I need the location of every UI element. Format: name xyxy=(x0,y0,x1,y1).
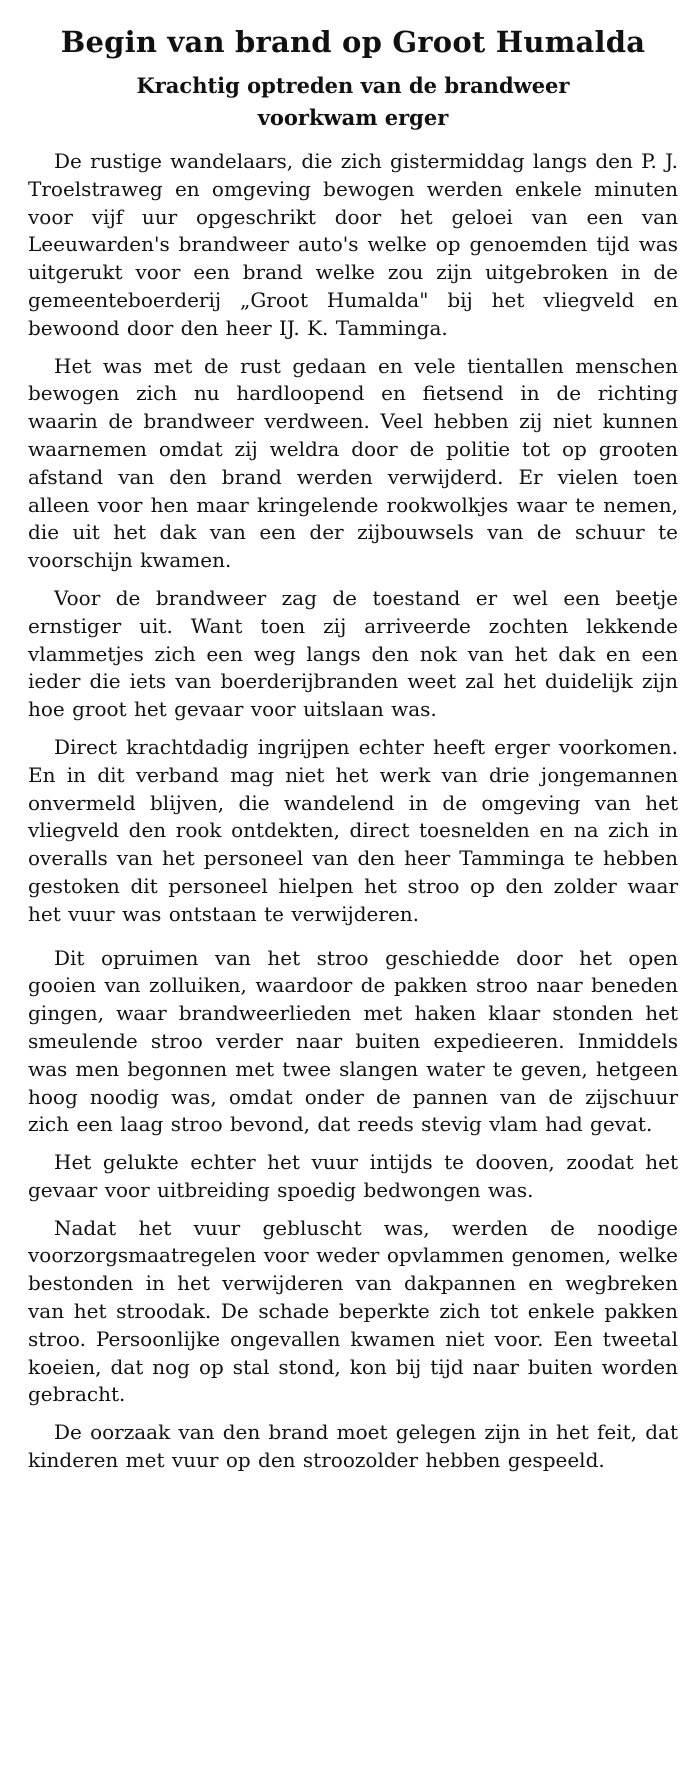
article-paragraph: Dit opruimen van het stroo geschiedde door het open gooien van zolluiken, waardoor de pakken stroo naar beneden gingen, waar brandweerlieden met haken klaar stonden het smeulende stroo verder naar buiten expedieeren. Inmiddels was men begonnen met twee slangen water te geven, hetgeen hoog noodig was, omdat onder de pannen van de zijschuur zich een laag stroo bevond, dat reeds stevig vlam had gevat. xyxy=(28,945,678,1137)
headline: Begin van brand op Groot Humalda xyxy=(60,25,646,59)
subheadline-line-1: Krachtig optreden van de brandweer xyxy=(136,73,570,98)
article-paragraph: De rustige wandelaars, die zich gistermiddag langs den P. J. Troelstraweg en omgeving bewogen werden enkele minuten voor vijf uur opgeschrikt door het geloei van een van Leeuwarden's brandweer auto's welke op genoemden tijd was uitgerukt voor een brand welke zou zijn uitgebroken in de gemeenteboerderij „Groot Humalda" bij het vliegveld en bewoond door den heer IJ. K. Tamminga. xyxy=(28,149,678,340)
article-paragraph: Nadat het vuur gebluscht was, werden de noodige voorzorgsmaatregelen voor weder opvlammen genomen, welke bestonden in het verwijderen van dakpannen en wegbreken van het stroodak. De schade beperkte zich tot enkele pakken stroo. Persoonlijke ongevallen kwamen niet voor. Een tweetal koeien, dat nog op stal stond, kon bij tijd naar buiten worden gebracht. xyxy=(28,1215,678,1407)
article-paragraph: De oorzaak van den brand moet gelegen zijn in het feit, dat kinderen met vuur op den stroozolder hebben gespeeld. xyxy=(28,1420,678,1473)
article-paragraph: Het gelukte echter het vuur intijds te dooven, zoodat het gevaar voor uitbreiding spoedig bedwongen was. xyxy=(28,1150,678,1202)
article-paragraph: Het was met de rust gedaan en vele tientallen menschen bewogen zich nu hardloopend en fietsend in de richting waarin de brandweer verdween. Veel hebben zij niet kunnen waarnemen omdat zij weldra door de politie tot op grooten afstand van den brand werden verwijderd. Er vielen toen alleen voor hen maar kringelende rookwolkjes waar te nemen, die uit het dak van een der zijbouwsels van de schuur te voorschijn kwamen. xyxy=(28,353,678,573)
article-paragraph: Direct krachtdadig ingrijpen echter heeft erger voorkomen. En in dit verband mag niet het werk van drie jongemannen onvermeld blijven, die wandelend in de omgeving van het vliegveld den rook ontdekten, direct toesnelden en na zich in overalls van het personeel van den heer Tamminga te hebben gestoken dit personeel hielpen het stroo op den zolder waar het vuur was ontstaan te verwijderen. xyxy=(28,734,678,926)
article-body xyxy=(28,148,678,1475)
article-paragraph: Voor de brandweer zag de toestand er wel een beetje ernstiger uit. Want toen zij arriveerde zochten lekkende vlammetjes zich een weg langs den nok van het dak en een ieder die iets van boerderijbranden weet zal het duidelijk zijn hoe groot het gevaar voor uitslaan was. xyxy=(28,585,678,722)
subheadline xyxy=(28,70,678,134)
subheadline-line-2: voorkwam erger xyxy=(257,105,449,130)
